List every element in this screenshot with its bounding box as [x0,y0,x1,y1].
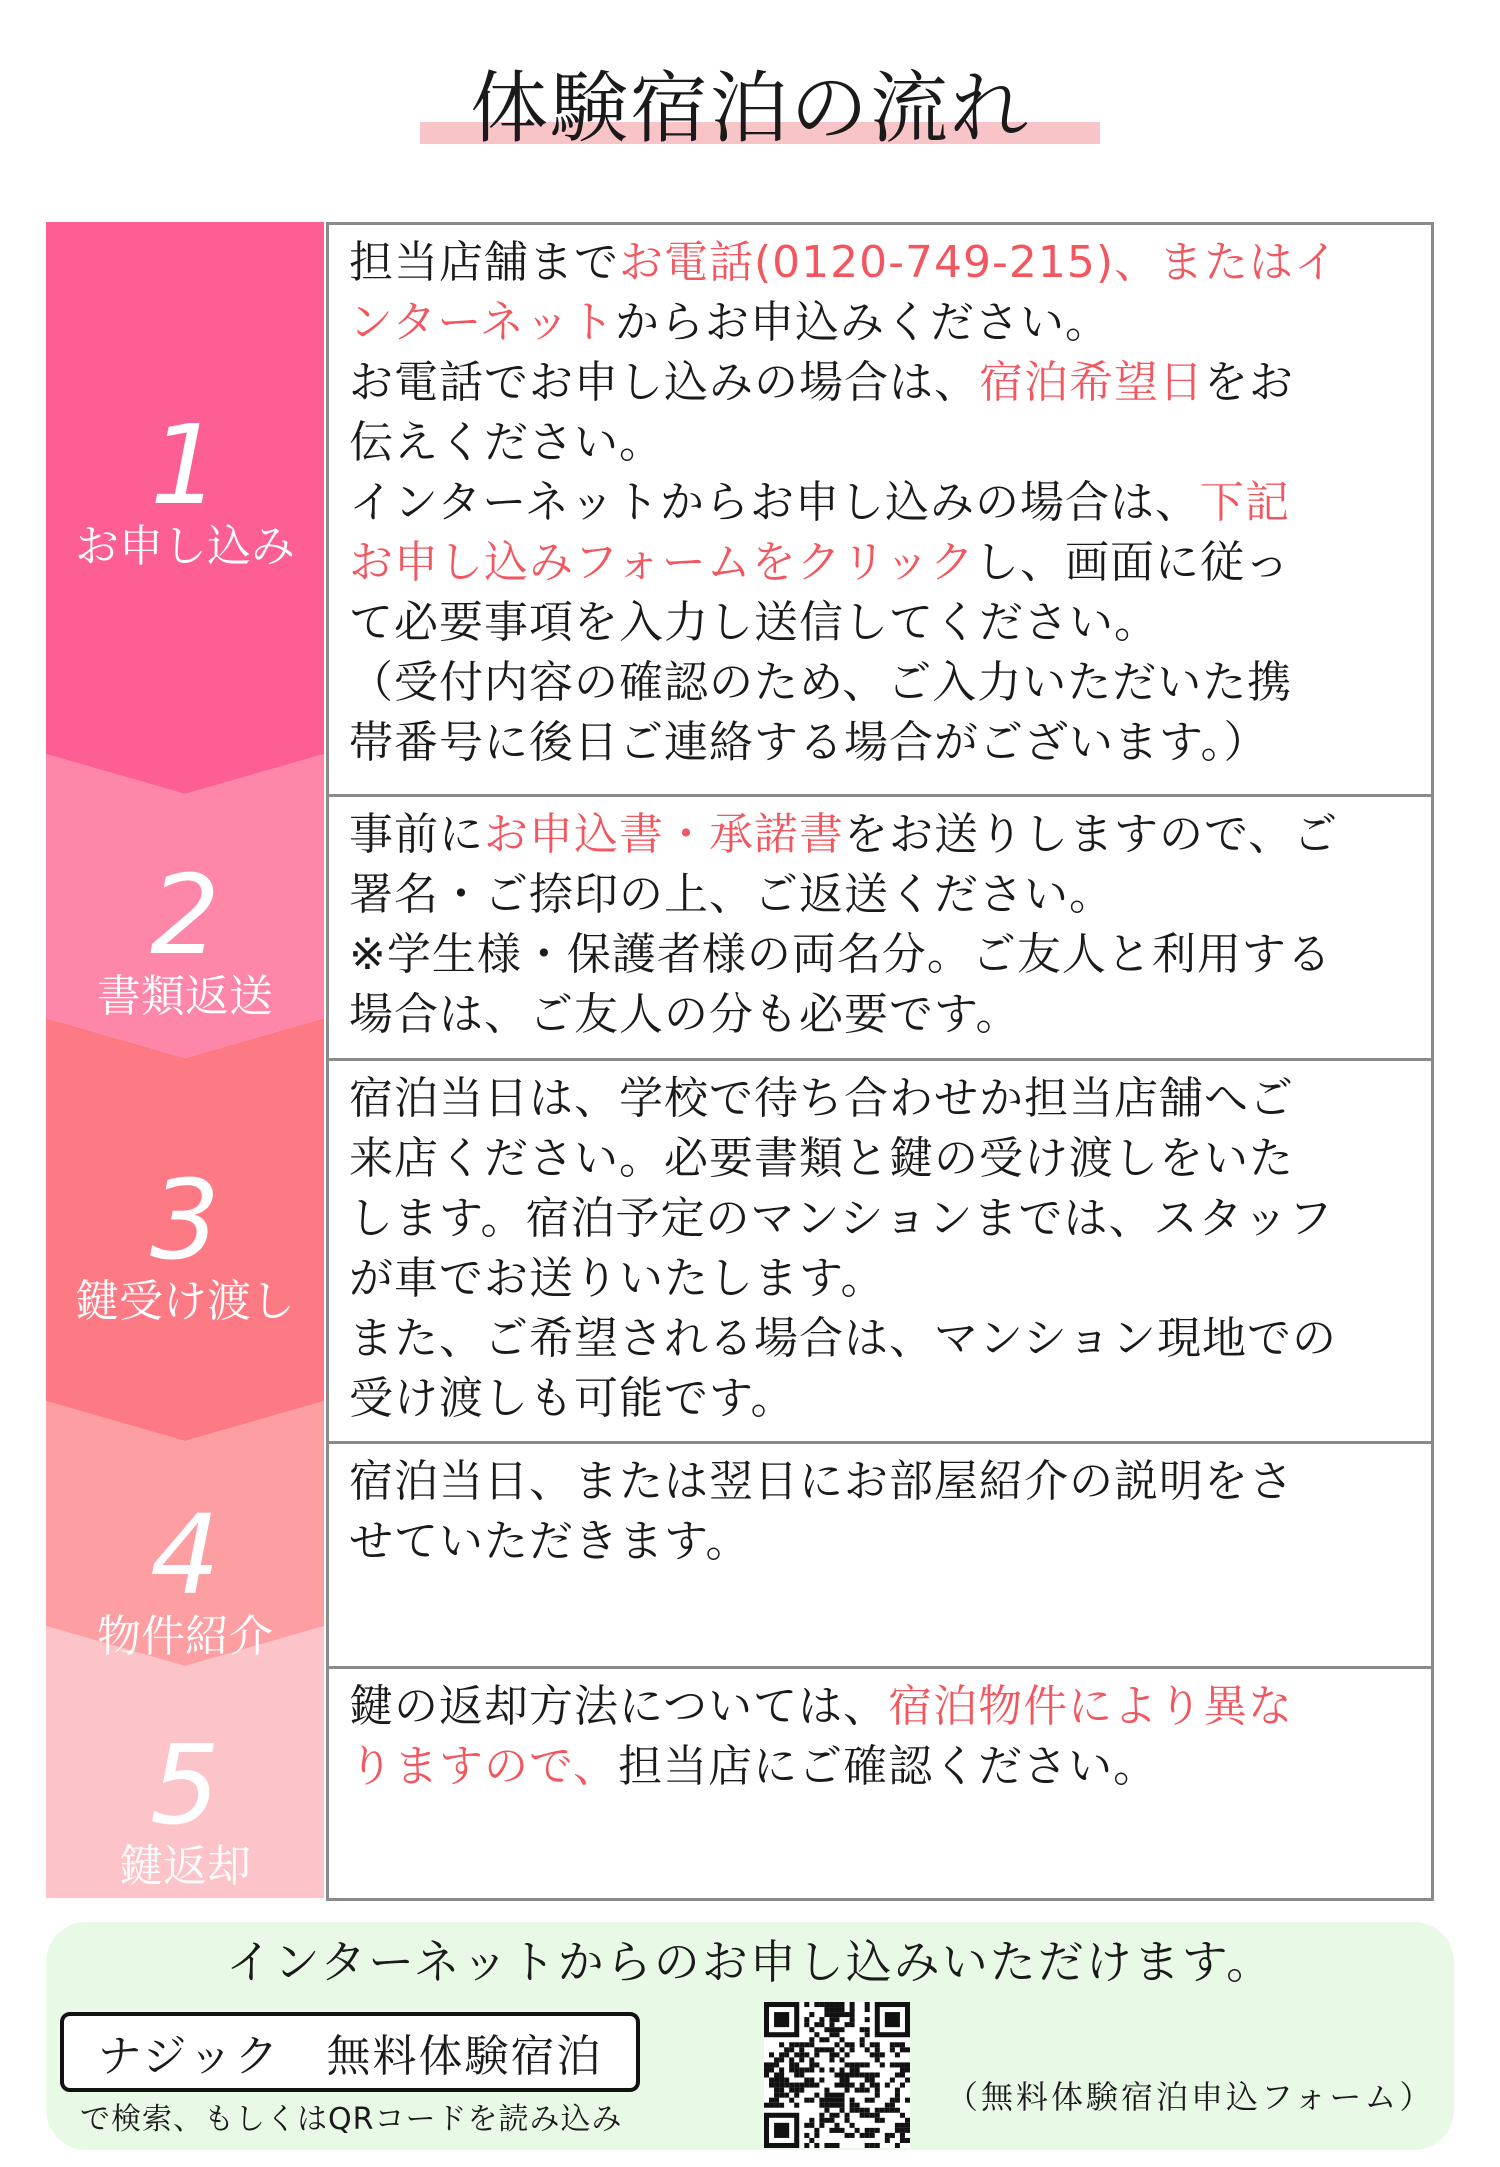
step-text [349,1677,1419,1797]
search-term-box[interactable] [60,2012,640,2092]
body-text: をお [1204,357,1294,408]
text-line [349,1369,1419,1429]
text-line [349,413,1419,473]
body-text: が車でお送りいたします。 [349,1253,886,1304]
text-line [349,353,1419,413]
step-label-5 [46,1721,324,1894]
step-label-3 [46,1156,324,1329]
body-text: 担当店にご確認ください。 [618,1741,1159,1792]
body-text: 担当店舗まで [349,237,619,288]
step-description-1 [326,222,1434,797]
highlighted-text: 宿泊物件により異な [888,1681,1294,1732]
text-line [349,865,1419,925]
page-title: 体験宿泊の流れ [469,64,1030,154]
step-name: 鍵受け渡し [75,1276,295,1327]
body-text: （受付内容の確認のため、ご入力いただいた携 [349,657,1293,708]
highlighted-text: りますので、 [349,1741,619,1792]
highlighted-text: 宿泊希望日 [979,357,1204,408]
body-text: て必要事項を入力し送信してください。 [349,597,1159,648]
text-line [349,293,1419,353]
body-text: 伝えください。 [349,417,664,468]
body-text: お電話でお申し込みの場合は、 [349,357,979,408]
step-description-4 [326,1441,1434,1669]
text-line [349,1452,1419,1512]
body-text: インターネットからお申し込みの場合は、 [349,477,1201,528]
footer-headline: インターネットからのお申し込みいただけます。 [225,1935,1275,1989]
body-text: 受け渡しも可能です。 [349,1373,796,1424]
text-line [349,1189,1419,1249]
step-number: 1 [150,401,220,529]
step-number: 4 [150,1491,220,1619]
body-text: 鍵の返却方法については、 [349,1681,889,1732]
step-number: 3 [150,1156,220,1284]
text-line [349,925,1419,985]
step-text [349,805,1419,1045]
text-line [349,1512,1419,1572]
body-text: 署名・ご捺印の上、ご返送ください。 [349,869,1114,920]
highlighted-text: お申込書・承諾書 [484,809,844,860]
text-line [349,1677,1419,1737]
text-line [349,713,1419,773]
highlighted-text: お申し込みフォームをクリック [349,537,976,588]
text-line [349,473,1419,533]
body-text: をお送りしますので、ご [844,809,1339,860]
qr-code-icon[interactable] [764,2002,910,2148]
body-text: 宿泊当日は、学校で待ち合わせか担当店舗へご [349,1073,1294,1124]
body-text: 宿泊当日、または翌日にお部屋紹介の説明をさ [349,1456,1294,1507]
body-text: ※学生様・保護者様の両名分。ご友人と利用する [349,929,1332,980]
highlighted-text: お電話(0120-749-215)、またはイ [619,237,1340,288]
body-text: また、ご希望される場合は、マンション現地での [349,1313,1338,1364]
body-text: します。宿泊予定のマンションまでは、スタッフ [349,1193,1334,1244]
step-number: 2 [150,851,220,979]
highlighted-text: ンターネット [349,297,616,348]
search-term: ナジック 無料体験宿泊 [97,2031,603,2082]
step-text [349,1069,1419,1429]
body-text: からお申込みください。 [615,297,1111,348]
search-note: で検索、もしくはQRコードを読み込み [80,2102,623,2137]
step-label-4 [46,1491,324,1664]
step-description-5 [326,1666,1434,1901]
body-text: 帯番号に後日ご連絡する場合がございます。） [349,717,1269,768]
step-description-3 [326,1058,1434,1444]
text-line [349,805,1419,865]
highlighted-text: 下記 [1200,477,1291,528]
text-line [349,1249,1419,1309]
body-text: せていただきます。 [349,1516,751,1567]
step-name: 書類返送 [97,971,273,1022]
text-line [349,1309,1419,1369]
body-text: し、画面に従っ [975,537,1291,588]
text-line [349,1069,1419,1129]
step-name: お申し込み [75,521,295,572]
text-line [349,1129,1419,1189]
text-line [349,985,1419,1045]
body-text: 場合は、ご友人の分も必要です。 [349,989,1021,1040]
step-name: 物件紹介 [97,1611,273,1662]
text-line [349,233,1419,293]
text-line [349,533,1419,593]
text-line [349,653,1419,713]
step-name: 鍵返却 [119,1841,251,1892]
body-text: 事前に [349,809,484,860]
qr-caption: （無料体験宿泊申込フォーム） [946,2078,1435,2116]
application-footer [46,1922,1454,2150]
step-text [349,233,1419,773]
text-line [349,593,1419,653]
step-description-2 [326,794,1434,1061]
step-number: 5 [150,1721,220,1849]
text-line [349,1737,1419,1797]
step-text [349,1452,1419,1572]
step-label-2 [46,851,324,1024]
step-label-1 [46,401,324,574]
body-text: 来店ください。必要書類と鍵の受け渡しをいた [349,1133,1294,1184]
